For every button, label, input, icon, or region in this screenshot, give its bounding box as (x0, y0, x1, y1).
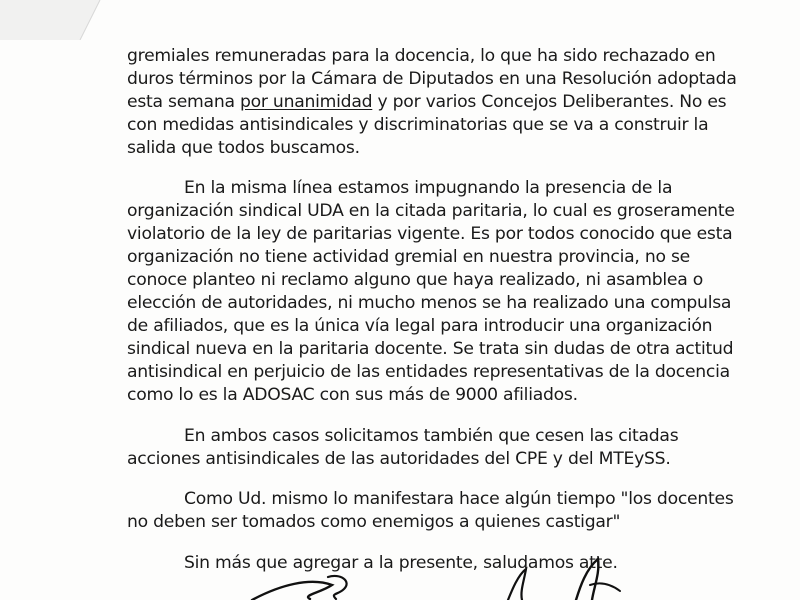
text-line: de afiliados, que es la única vía legal para introducir una organización (127, 316, 713, 336)
paragraph-first-line: En la misma línea estamos impugnando la presencia de la (184, 178, 673, 198)
text-line: acciones antisindicales de las autoridades del CPE y del MTEySS. (127, 449, 671, 469)
closing-line: Sin más que agregar a la presente, saludamos atte. (184, 553, 618, 573)
text-line (127, 91, 727, 113)
text-line: elección de autoridades, ni mucho menos se ha realizado una compulsa (127, 293, 732, 313)
text-span: y por varios Concejos Deliberantes. No es (372, 92, 727, 112)
text-line: no deben ser tomados como enemigos a quienes castigar" (127, 512, 621, 532)
text-line: salida que todos buscamos. (127, 138, 360, 158)
paragraph-first-line: En ambos casos solicitamos también que cesen las citadas (184, 426, 679, 446)
text-span: esta semana (127, 92, 240, 112)
text-line: duros términos por la Cámara de Diputados en una Resolución adoptada (127, 69, 737, 89)
text-line: organización sindical UDA en la citada paritaria, lo cual es groseramente (127, 201, 735, 221)
page-corner-fold (0, 0, 110, 40)
text-line: conoce planteo ni reclamo alguno que haya realizado, ni asamblea o (127, 270, 703, 290)
text-line: sindical nueva en la paritaria docente. Se trata sin dudas de otra actitud (127, 339, 734, 359)
text-line: gremiales remuneradas para la docencia, lo que ha sido rechazado en (127, 46, 716, 66)
text-line: con medidas antisindicales y discriminatorias que se va a construir la (127, 115, 709, 135)
handwritten-signature (240, 555, 660, 600)
text-line: antisindical en perjuicio de las entidades representativas de la docencia (127, 362, 730, 382)
underlined-text: por unanimidad (239, 92, 373, 112)
text-line: violatorio de la ley de paritarias vigente. Es por todos conocido que esta (127, 224, 733, 244)
text-line: como lo es la ADOSAC con sus más de 9000 afiliados. (127, 385, 578, 405)
paragraph-first-line: Como Ud. mismo lo manifestara hace algún tiempo "los docentes (184, 489, 734, 509)
text-line: organización no tiene actividad gremial en nuestra provincia, no se (127, 247, 690, 267)
